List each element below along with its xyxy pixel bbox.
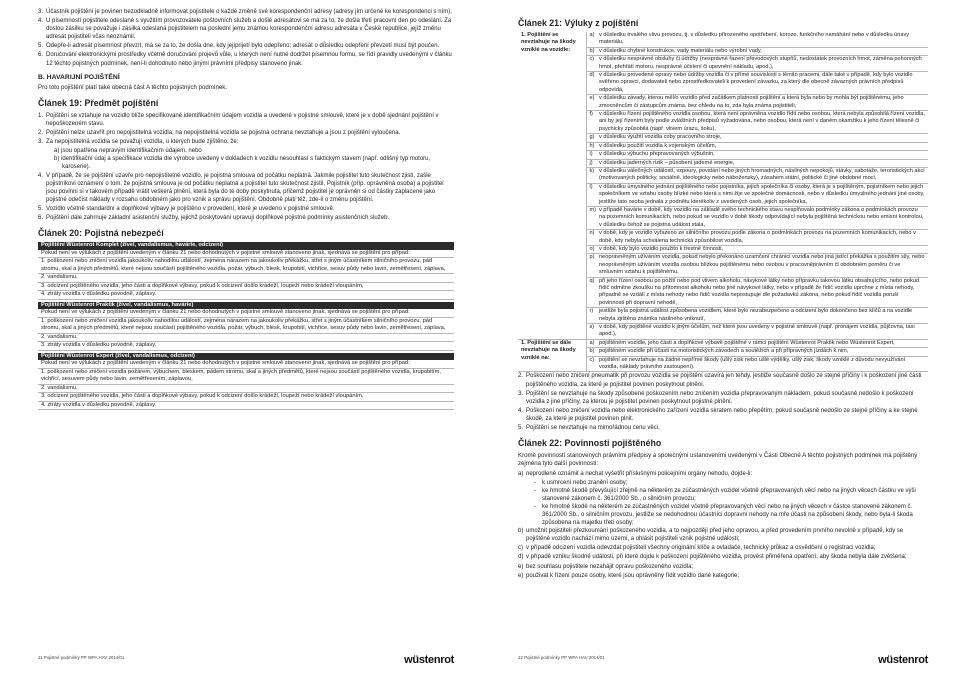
coverage-text: 4. ztráty vozidla v důsledku povodně, záplavy.: [38, 401, 454, 410]
numbered-item: [38, 42, 454, 50]
exclusion-text: v důsledku jaderných rizik – působení jaderné energie,: [596, 159, 928, 167]
coverage-row: [38, 384, 454, 393]
exclusion-text: v důsledku trvalého vlivu provozu, tj. v důsledku přirozeného opotřebení, koroze, funkčního namáhání nebo v důsledku únavy materiálu,: [596, 32, 928, 47]
duty-marker: b): [518, 528, 524, 535]
item-text: Pojištění se vztahuje na vozidlo blíže specifikované identifikačním údajem vozidla a uvedené v pojistné smlouvě, které je v době sjednání pojištění v nepoškozeném stavu.: [46, 112, 439, 127]
article-19-list: [38, 112, 454, 146]
duty-text: ke hmotné škodě převyšující zřejmě na některém ze zúčastněných vozidel včetně přepravovaných věcí nebo na jiných věcech částku ve výši stanovené zákonem č. 361/2000 Sb., o silničním provozu;: [542, 487, 916, 502]
article-19-title: Článek 19: Předmět pojištění: [38, 97, 159, 108]
coverage-text: 2. vandalismu,: [38, 333, 454, 342]
exclusion-text: při jeho řízení osobou po požití nebo pod vlivem alkoholu, návykové látky nebo přípravku takovou látku obsahujícího, nebo pokud řidič odmítne zkoušku na přítomnost alkoholu nebo jiné návykové látky, nebo v případě že řidič vozidla uprchne z místa nehody, případně se vzdálí z místa nehody nebo řidič vozidla nepostupuje dle požadavků zákona, nebo pokud řidič vozidla poruší povinnosti při dopravní nehodě,: [596, 277, 928, 308]
duty-text: použivat k řízení pouze osoby, které jsou oprávněny řídit vozidlo dané kategorie;: [526, 572, 740, 579]
duty-item: [518, 503, 928, 527]
coverage-row: [38, 282, 454, 291]
item-number: 4.: [38, 172, 44, 179]
numbered-item: [518, 390, 928, 406]
exclusion-text: pojištění se nevztahuje na žádné nepřímé škody (ušlý zisk nebo ušlé výdělky, ušlý zisk, škody vzniklé z důvodu nevyužívání vozidla, náklady právního zastoupení).: [596, 356, 928, 372]
exclusion-text: v důsledku provedené opravy nebo údržby vozidla či v přímé souvislosti s těmito pracemi, dále také v případě, kdy bylo vozidlo svěřeno opravci, dodavateli nebo zprostředkovateli k provedení závazku, za který dle obecně závazných právních předpisů odpovídá,: [596, 72, 928, 95]
coverage-text: 1. poškození nebo zničení vozidla požárem, výbuchem, bleskem, pádem stromu, skal a jiných předmětů, které nejsou součástí pojištěného vozidla, krupobitím, vichřicí, sesuvem půdy nebo lavin, zemětřesením, záplavou,: [38, 368, 454, 384]
exclusion-text: v důsledku válečných událostí, vzpoury, povstání nebo jiných hromadných, násilných nepokojů, stávky, sabotáže, teroristických akcí (motivovaných politicky, sociálně, ideologicky nebo nábožensky), zásahem státní, politické či jiné obdobné moci,: [596, 167, 928, 183]
expert-table: [38, 353, 454, 411]
exclusion-text: v případě havárie v době, kdy vozidlo na základě svého technického stavu nesplňovalo podmínky zákona o podmínkách provozu na pozemních komunikacích, nebo pokud se vozidlo v době škody odpovídající nebyla pojištěná technickou nebo emisní kontrolou, v důsledku čehož se pojistná událost stala,: [596, 206, 928, 229]
item-number: 3.: [38, 139, 44, 146]
duty-marker: -: [534, 479, 536, 486]
coverage-row: [38, 333, 454, 342]
expert-intro: Pokud není ve výlukách z pojištění uvedeným v článku 21 nebo dohodnutých v pojistné smlouvě stanoveno jinak, sjednává se pojištění pro případ:: [38, 360, 454, 368]
exclusion-text: pojištěném vozidle při účasti na motoristických závodech a soutěžích a při přípravných jízdách k nim,: [596, 348, 928, 356]
numbered-item: [38, 205, 454, 213]
item-text: Odepře-li adresát písemnost převzít, má se za to, že došla dne, kdy jejíprijetí bylo odepřeno; adresát o důsledku odepření převzetí musí být poučen.: [46, 43, 440, 50]
item-text: U písemností pojistitele odeslané s využitím provozovatele poštovních služeb a došlé adresátovi se má za to, že došla třetí pracovní den po odeslání. Za doslou zásilku se považuje i zásilka odeslaná pojistitelem na poslední jemu známou korespondenční adresu adresáta v České republice, jejíž změnu adresát pojistiteli včas neoznámil.: [46, 18, 452, 41]
item-number: 5.: [38, 205, 44, 212]
intro-list: [38, 8, 454, 68]
praktik-intro: Pokud není ve výlukách z pojištění uvedeným v článku 21 nebo dohodnutých v pojistné smlouvě stanoveno jinak, sjednává se pojištění pro případ:: [38, 309, 454, 317]
item-text: Vozidlo včetně standardní a doplňkové výbavy je pojištěno v provedení, které je uvedeno v pojistné smlouvě.: [46, 205, 335, 212]
exclusion-block-label: 1. Pojištění se nevztahuje na škody vzniklé na vozidle:: [518, 32, 586, 339]
duty-text: v případě vzniku škodné události, při které dojde k poškození pojištěného vozidla, provést přiměřená opatření, aby škoda nebyla dále zvětšena;: [526, 554, 907, 561]
item-number: 6.: [38, 52, 44, 59]
komplet-header: Pojištění Wüstenrot Komplet (živel, vandalismus, havárie, odcizení): [38, 242, 454, 250]
item-number: 6.: [38, 214, 44, 221]
coverage-text: 2. vandalismu,: [38, 384, 454, 393]
exclusion-block-label: 1. Pojištění se dále nevztahuje na škody vzniklé na:: [518, 339, 586, 372]
article-22-list: [518, 470, 928, 580]
duty-text: k usmrcení nebo zranění osoby;: [542, 479, 628, 486]
coverage-row: [38, 401, 454, 410]
exclusion-letter: b): [586, 47, 596, 55]
item-text: Za nepojistitelná vozidla se považují vozidla, u kterých bude zjištěno, že:: [46, 139, 239, 146]
numbered-item: [38, 214, 454, 222]
coverage-text: 3. ztráty vozidla v důsledku povodně, záplavy.: [38, 342, 454, 351]
exclusion-letter: c): [586, 56, 596, 72]
duty-text: v případě odcizení vozidla odevzdat pojistiteli všechny originální klíče a ovladače, technický průkaz a osvědčení o registraci vozidla;: [526, 545, 876, 552]
exclusion-letter: d): [586, 72, 596, 95]
komplet-intro: Pokud není ve výlukách z pojištění uvedeným v článku 21 nebo dohodnutých v pojistné smlouvě stanoveno jinak, sjednává se pojištění pro případ:: [38, 250, 454, 258]
coverage-row: [38, 393, 454, 402]
item-number: 4.: [518, 407, 524, 414]
coverage-row: [38, 258, 454, 274]
item-number: 2.: [518, 373, 524, 380]
numbered-item: [38, 172, 454, 204]
exclusion-text: v důsledku použití vozidla k vojenským účelům,: [596, 142, 928, 150]
exclusion-letter: p): [586, 254, 596, 277]
numbered-item: [38, 8, 454, 16]
left-footer: 11 Pojistné podmínky PP WPA HAV 2014/01: [38, 655, 125, 660]
coverage-text: 2. vandalismu,: [38, 274, 454, 283]
coverage-text: 3. odcizení pojištěného vozidla, jeho části a doplňkové výbavy, pokud k odcizení došlo krádeží, loupeží nebo krádeží vloupáním,: [38, 282, 454, 291]
duty-marker: e): [518, 563, 524, 570]
article-20-title: Článek 20: Pojistná nebezpečí: [38, 228, 164, 239]
exclusion-letter: k): [586, 167, 596, 183]
exclusions-table: [518, 32, 928, 372]
duty-text: bez souhlasu pojistitele nezahájit opravu poškozeného vozidla;: [526, 563, 694, 570]
section-b-text: Pro toto pojištění platí také obecná část A těchto pojistných podmínek.: [38, 83, 228, 91]
item-text: Pojištění se nevztahuje na mimořádnou cenu věci.: [526, 425, 660, 432]
coverage-row: [38, 291, 454, 300]
exclusion-text: v důsledku chybné konstrukce, vady materiálu nebo výrobní vady,: [596, 47, 928, 55]
right-page: [480, 0, 960, 674]
exclusion-row: [518, 32, 928, 47]
exclusion-letter: n): [586, 230, 596, 246]
numbered-item: [38, 112, 454, 128]
numbered-item: [38, 17, 454, 41]
duty-item: [518, 470, 928, 478]
article-22-title: Článek 22: Povinnosti pojištěného: [518, 438, 662, 449]
duty-item: [518, 572, 928, 580]
article-19-sublist: [38, 147, 454, 171]
exclusion-text: v době, kdy pojištěné vozidlo k jiným účelům, než které jsou uvedeny v pojistné smlouvě (např. pronájem vozidla, půjčovna, taxi apod.),: [596, 324, 928, 340]
duty-item: [518, 527, 928, 543]
article-22-intro: Kromě povinností stanovených právními předpisy a společnými ustanoveními uvedenými v Části Obecné A těchto pojistných podmínek má pojištěný zejména tyto další povinnosti:: [518, 452, 918, 468]
duty-marker: -: [534, 487, 536, 494]
duty-item: [518, 544, 928, 552]
duty-text: ke hmotné škodě na některém ze zúčastněných vozidel včetně přepravovaných věcí nebo na jiných věcech v částce stanovené zákonem č. 361/2000 Sb., o silničním provozu, jestliže se nedohodnou účastníci dopravní nehody na mře účasti na způsobení škody, nebo byla-li škoda způsobena na majetku třetí osoby;: [542, 503, 913, 527]
coverage-text: 1. poškození nebo zničení vozidla jakoukoliv nahodilou událostí, zejména nárazem na jakoukoliv překážku, střet s jiným účastníkem silničního provozu, pád stromu, skal a jiných předmětů, které nejsou součástí pojištěného vozidla, požár, výbuch, blesk, krupobití, vichřice, sesuv půdy nebo lavin, zemětřesení, záplava,: [38, 317, 454, 333]
duty-marker: e): [518, 572, 524, 579]
duty-item: [518, 553, 928, 561]
duty-marker: -: [534, 503, 536, 510]
left-logo: wüstenrot: [404, 654, 454, 666]
numbered-item: [518, 372, 928, 388]
exclusion-row: [518, 339, 928, 347]
right-logo: wüstenrot: [878, 654, 928, 666]
exclusion-letter: b): [586, 348, 596, 356]
exclusion-letter: m): [586, 206, 596, 229]
item-text: Pojištění se nevztahuje na škody způsobené poškozením nebo zničením vozidla přepravovaným nákladem, pokud současně nedošlo k poškození vozidla z jiné příčiny, za kterou je pojistitel povinen poskytnout pojistné plnění.: [526, 390, 914, 405]
exclusion-letter: g): [586, 134, 596, 142]
coverage-row: [38, 368, 454, 384]
duty-text: neprodleně oznámit a nechat vyšetřit příslušnými policejními orgány nehodu, dojde-li:: [526, 470, 753, 477]
exclusion-text: pojištěném vozidle, jeho části a doplňkové výbavě pojištěné v rámci pojištění Wüstenrot Praktik nebo Wüstenrot Expert,: [596, 339, 928, 347]
article-21-title: Článek 21: Výluky z pojištění: [518, 18, 639, 28]
item-text: Pojištění dále zahrnuje základní asistenční služby, jejichž poskytování upravují doplňkové pojistné podmínky asistenčních služeb.: [46, 214, 390, 221]
exclusion-letter: a): [586, 32, 596, 47]
exclusion-text: v důsledku řízení pojištěného vozidla osobou, která není oprávněna vozidlo řídit nebo osobou, která nebyla způsobilá řízení vozidla, ani by její řízením byly podle zvláštních předpisů vyžadována, nebo osobou, která není v daném okamžiku k jeho řízení tělesně či psychicky způsobilá (např. vlivem úrazu, šoku),: [596, 111, 928, 134]
duty-text: umožnit pojistiteli přezkoumání poškozeného vozidla, a to nejpozději před jeho opravou, a před provedením prvního nevolně v případě, kdy se pojištěné vozidlo nachází mimo území, a ohlásit pojistiteli vznik pojistné události;: [526, 528, 904, 543]
exclusion-letter: o): [586, 245, 596, 253]
item-text: Poškození nebo zničení vozidla nebo elektronického zařízení vozidla skratem nebo přepětím, pokud současně nedošlo ze stejné příčiny a ke stejné škodě, za které je pojistitel povinen plnit.: [526, 407, 918, 422]
exclusion-letter: j): [586, 159, 596, 167]
exclusion-letter: l): [586, 183, 596, 206]
numbered-item: [38, 51, 454, 67]
item-number: 5.: [38, 43, 44, 50]
duty-item: [518, 487, 928, 503]
numbered-item: [518, 424, 928, 432]
duty-item: [518, 563, 928, 571]
item-number: 2.: [38, 130, 44, 137]
coverage-row: [38, 274, 454, 283]
sub-item: b) identifikační údaj a specifikace vozidla dle výrobce uvedený v dokladech k vozidlu nesouhlasí s faktickým stavem (např. odlišný typ motoru, karoserie).: [54, 156, 431, 171]
exclusion-letter: a): [586, 339, 596, 347]
item-number: 1.: [38, 112, 44, 119]
exclusion-text: v důsledku úmyslného jednání pojištěného nebo pojistníka, jejich společníka či osoby, která je s pojištěným, pojistníkem nebo jejich společníkem ve vztahu osoby blízké nebo která s nimi žije ve společné domácnosti, nebo v důsledku úmyslného jednání jiné osoby, jestliže tato osoba jednala z podnětu kterékoliv z uvedených osob, jejich společníka,: [596, 183, 928, 206]
item-text: Pojištění nelze uzavřít pro nepojistitelná vozidla; na nepojistitelná vozidla se pojistná ochrana nevztahuje a jsou z pojištění vyloučena.: [46, 130, 401, 137]
coverage-text: 4. ztráty vozidla v důsledku povodně, záplavy.: [38, 291, 454, 300]
right-footer: 12 Pojistné podmínky PP WPA HAV 2014/01: [518, 655, 605, 660]
exclusion-text: v důsledku výbuchu přepravovaných výbušnin,: [596, 151, 928, 159]
numbered-item: [38, 129, 454, 137]
komplet-table: [38, 242, 454, 300]
coverage-text: 1. poškození nebo zničení vozidla jakoukoliv nahodilou událostí, zejména nárazem na jakoukoliv překážku, střet s jiným účastníkem silničního provozu, pád stromu, skal a jiných předmětů, které nejsou součástí pojištěného vozidla, požár, výbuch, blesk, krupobití, vichřice, sesuv půdy nebo lavin, zemětřesení, záplava,: [38, 258, 454, 274]
sub-item: a) jsou opatřena nepravým identifikačním údajem, nebo: [54, 148, 202, 155]
duty-marker: d): [518, 554, 524, 561]
exclusion-text: v důsledku využití vozidla coby pracovního stroje,: [596, 134, 928, 142]
exclusion-text: v důsledku závady, kterou měl/o vozidlo před začátkem platnosti pojištění a která byla nebo by mohla být pojištěnému, jeho zmocněncům či zástupcům známa, bez ohledu na to, zda byla známa pojistiteli,: [596, 95, 928, 111]
item-text: Poškození nebo zničení pneumatik při provozu vozidla se pojištění uzavírá jen tehdy, jestliže současně došlo ze stejné příčiny i k poškození jiné části pojištěného vozidla, za které je pojistitel povinen poskytnout plnění.: [526, 373, 922, 388]
exclusion-letter: q): [586, 277, 596, 308]
exclusion-text: v době, kdy je vozidlo vyřazeno ze silničního provozu podle zákona o podmínkách provozu na pozemních komunikacích, nebo v době, kdy nebyla schválena technická způsobilost vozidla,: [596, 230, 928, 246]
exclusion-letter: i): [586, 151, 596, 159]
exclusion-letter: c): [586, 356, 596, 372]
item-text: V případě, že se pojištění uzavře pro nepojistitelné vozidlo, je pojistná smlouva od počátku neplatná. Jakmile pojistitel tuto skutečnost zjistí, zašle pojistníkovi oznámení o tom, že pojistná smlouva je od počátku neplatná a pojistitel tuto skutečnost zjistil. Pojistník (příp. oprávněná osoba) a pojistitel jsou povinni si v takovém případě vrátit veškerá plnění, která byla do té doby poskytnuta, přičemž pojistitel je oprávněn si od částky zaplacené jako pojistné odečíst náklady v rozsahu obdobném jako pro vznik a správu pojištění. Obdobně platí též, zde-li o změnu pojištění.: [46, 172, 444, 203]
exclusion-text: v důsledku nesprávné obsluhy či údržby (nesprávné řazení převodových stupňů, nedostatek provozních hmot, záměna pohonných hmot, přehřátí motoru, nesprávné účelení či upevnění nákladu, apod.),: [596, 56, 928, 72]
exclusion-letter: f): [586, 111, 596, 134]
exclusion-letter: e): [586, 95, 596, 111]
exclusion-text: jestliže byla pojistná událost způsobena vozidlem, které bylo nezabezpečeno a odcizení bylo dokončeno bez klíčů a na vozidle nebyla zjištěna známka násilného vniknutí,: [596, 308, 928, 324]
exclusion-text: neoprávněným užíváním vozidla, pokud nebylo překonáno uzamčení chránicí vozidla nebo jiná jistící překážka s použitím síly, nebo neoprávněným užíváním vozidla osobou blízkou pojištěnému nebo osobou v pracovněprávním či obdobném poměru či ve smluvním vztahu k pojištěnému,: [596, 254, 928, 277]
item-number: 3.: [518, 390, 524, 397]
exclusion-letter: s): [586, 324, 596, 340]
section-b-heading: B. HAVARIJNÍ POJIŠTĚNÍ: [38, 73, 120, 81]
item-text: Účastník pojištění je povinen bezodkladně informovat pojistitele o každé změně své korespondenční adresy (adresy jím určené ke korespondenci s ním).: [46, 9, 452, 15]
expert-header: Pojištění Wüstenrot Expert (živel, vandalismus, odcizení): [38, 353, 454, 361]
duty-marker: a): [518, 470, 524, 477]
coverage-row: [38, 317, 454, 333]
duty-item: [518, 479, 928, 487]
exclusion-text: v době, kdy bylo vozidlo použito k trestné činnosti,: [596, 245, 928, 253]
article-19-list-cont: [38, 172, 454, 223]
exclusion-letter: h): [586, 142, 596, 150]
item-number: 5.: [518, 425, 524, 432]
item-number: 3.: [38, 9, 44, 15]
numbered-item: [518, 407, 928, 423]
exclusion-letter: r): [586, 308, 596, 324]
coverage-row: [38, 342, 454, 351]
praktik-header: Pojištění Wüstenrot Praktik (živel, vandalismus, havárie): [38, 302, 454, 310]
numbered-item: [38, 138, 454, 146]
praktik-table: [38, 302, 454, 351]
item-number: 4.: [38, 18, 44, 25]
exclusions-tail-list: [518, 372, 928, 432]
duty-marker: c): [518, 545, 523, 552]
coverage-text: 3. odcizení pojištěného vozidla, jeho části a doplňkové výbavy, pokud k odcizení došlo krádeží, loupeží nebo krádeží vloupáním,: [38, 393, 454, 402]
item-text: Doručování elektronickými prostředky včetně doručování projevů vůle, u kterých není nutné dodržet písemnou formu, se řídí pravidly uvedenými v článku 12 těchto pojistných podmínek, není-li dohodnuto nebo jinými právními předpisy stanoveno jinak.: [46, 52, 452, 67]
